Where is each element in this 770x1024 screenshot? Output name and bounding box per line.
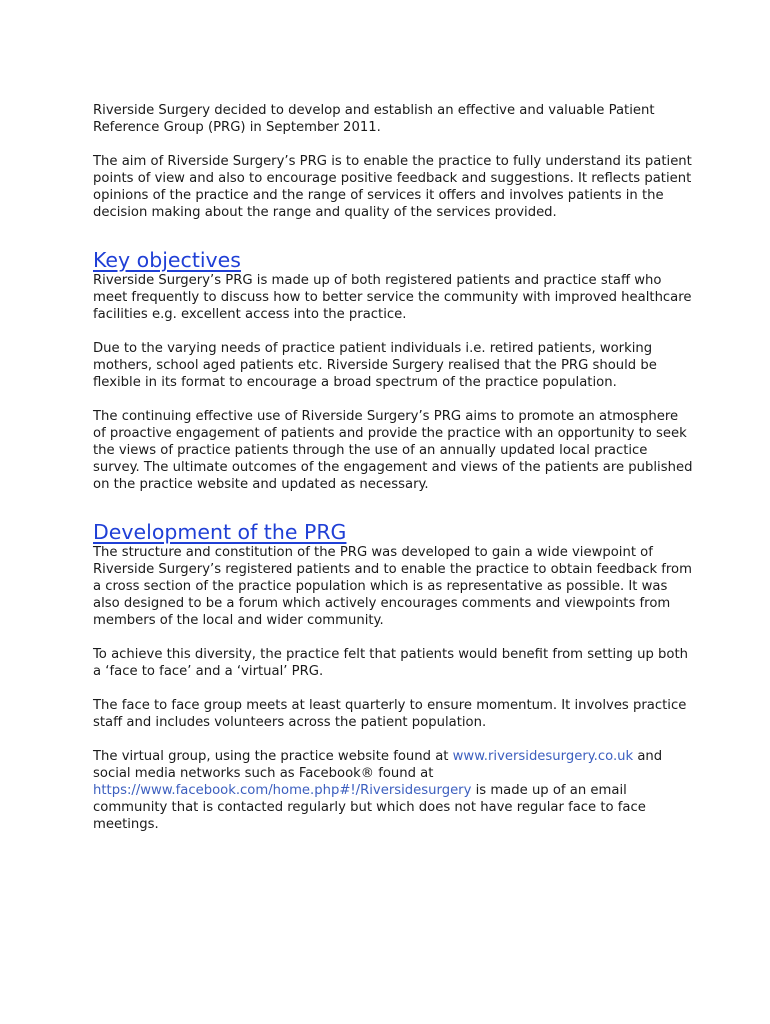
document-page [93, 102, 693, 850]
intro-paragraph-1: Riverside Surgery decided to develop and establish an effective and valuable Patient Reference Group (PRG) in September 2011. [93, 103, 655, 135]
development-paragraph-4 [93, 748, 693, 833]
key-objectives-paragraph-3: The continuing effective use of Riverside Surgery’s PRG aims to promote an atmosphere of proactive engagement of patients and provide the practice with an opportunity to seek the views of practice patients through the use of an annually updated local practice survey. The ultimate outcomes of the engagement and views of the patients are published on the practice website and updated as necessary. [93, 409, 693, 492]
virtual-group-text-middle: and social media networks such as Facebook® found at [93, 749, 663, 781]
development-paragraph-1: The structure and constitution of the PRG was developed to gain a wide viewpoint of Riverside Surgery’s registered patients and to enable the practice to obtain feedback from a cross section of the practice population which is as representative as possible. It was also designed to be a forum which actively encourages comments and viewpoints from members of the local and wider community. [93, 545, 692, 628]
development-heading: Development of the PRG [93, 520, 347, 544]
website-link[interactable]: www.riversidesurgery.co.uk [452, 749, 634, 764]
key-objectives-heading: Key objectives [93, 248, 241, 272]
key-objectives-paragraph-2: Due to the varying needs of practice patient individuals i.e. retired patients, working mothers, school aged patients etc. Riverside Surgery realised that the PRG should be flexible in its format to encourage a broad spectrum of the practice population. [93, 341, 657, 390]
virtual-group-text-start: The virtual group, using the practice website found at [93, 749, 453, 764]
facebook-link[interactable]: https://www.facebook.com/home.php#!/Riversidesurgery [93, 783, 472, 798]
intro-paragraph-2: The aim of Riverside Surgery’s PRG is to enable the practice to fully understand its patient points of view and also to encourage positive feedback and suggestions. It reflects patient opinions of the practice and the range of services it offers and involves patients in the decision making about the range and quality of the services provided. [93, 154, 692, 220]
virtual-group-text-end: is made up of an email community that is contacted regularly but which does not have regular face to face meetings. [93, 783, 646, 832]
key-objectives-paragraph-1: Riverside Surgery’s PRG is made up of both registered patients and practice staff who meet frequently to discuss how to better service the community with improved healthcare facilities e.g. excellent access into the practice. [93, 273, 692, 322]
development-paragraph-2: To achieve this diversity, the practice felt that patients would benefit from setting up both a ‘face to face’ and a ‘virtual’ PRG. [93, 647, 689, 679]
development-paragraph-3: The face to face group meets at least quarterly to ensure momentum. It involves practice staff and includes volunteers across the patient population. [93, 698, 687, 730]
